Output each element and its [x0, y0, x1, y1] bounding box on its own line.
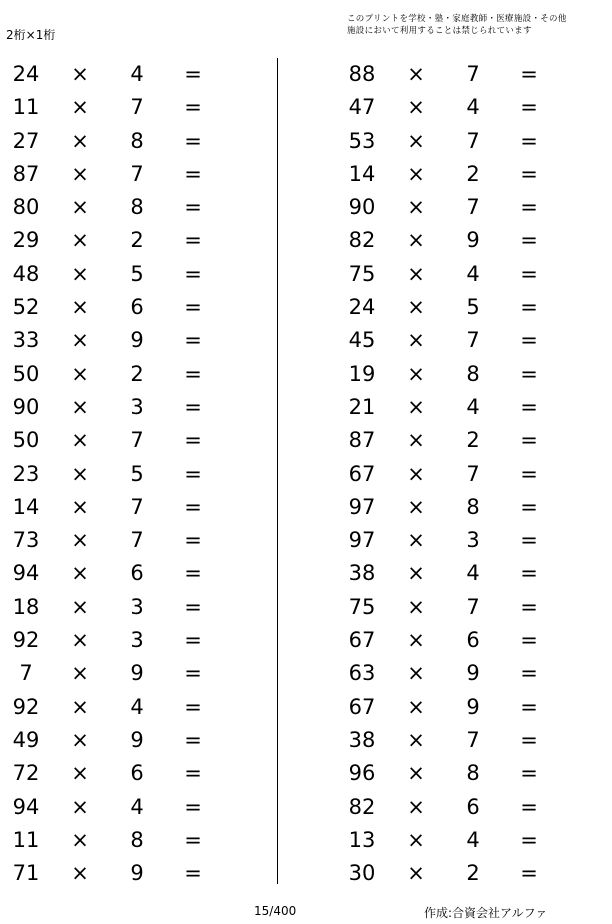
- equals-sign: =: [184, 761, 202, 786]
- times-sign: ×: [407, 62, 425, 86]
- equals-sign: =: [184, 195, 202, 220]
- multiplier: 6: [130, 561, 144, 586]
- equals-sign: =: [520, 661, 538, 686]
- multiplicand: 14: [12, 494, 40, 519]
- equals-sign: =: [520, 461, 538, 486]
- multiplicand: 97: [348, 528, 376, 553]
- equals-sign: =: [184, 361, 202, 386]
- multiplier: 6: [466, 628, 480, 653]
- multiplicand: 52: [12, 295, 40, 320]
- times-sign: ×: [71, 361, 89, 386]
- multiplier: 6: [130, 295, 144, 320]
- equals-sign: =: [520, 628, 538, 653]
- multiplier: 9: [466, 661, 480, 686]
- author-credit: 作成:合資会社アルファ: [424, 906, 548, 920]
- multiplicand: 92: [12, 694, 40, 719]
- equals-sign: =: [520, 827, 538, 852]
- equals-sign: =: [184, 428, 202, 453]
- multiplicand: 14: [348, 161, 376, 186]
- equals-sign: =: [520, 228, 538, 253]
- multiplicand: 96: [348, 761, 376, 786]
- multiplicand: 67: [348, 694, 376, 719]
- times-sign: ×: [407, 261, 425, 286]
- times-sign: ×: [71, 195, 89, 220]
- multiplicand: 38: [348, 561, 376, 586]
- multiplicand: 88: [348, 62, 376, 86]
- multiplicand: 82: [348, 228, 376, 253]
- times-sign: ×: [407, 195, 425, 220]
- multiplier: 2: [130, 361, 144, 386]
- equals-sign: =: [520, 561, 538, 586]
- multiplicand: 75: [348, 594, 376, 619]
- times-sign: ×: [407, 295, 425, 320]
- multiplicand: 53: [348, 128, 376, 153]
- multiplier: 3: [466, 528, 480, 553]
- multiplier: 9: [130, 328, 144, 353]
- multiplier: 7: [130, 494, 144, 519]
- equals-sign: =: [520, 727, 538, 752]
- multiplier: 7: [466, 461, 480, 486]
- page-number: 15/400: [254, 904, 297, 918]
- equals-sign: =: [184, 295, 202, 320]
- multiplicand: 87: [348, 428, 376, 453]
- times-sign: ×: [71, 761, 89, 786]
- multiplicand: 73: [12, 528, 40, 553]
- multiplier: 4: [466, 827, 480, 852]
- equals-sign: =: [184, 661, 202, 686]
- multiplicand: 90: [12, 394, 40, 419]
- times-sign: ×: [71, 661, 89, 686]
- equals-sign: =: [184, 727, 202, 752]
- multiplier: 4: [130, 794, 144, 819]
- equals-sign: =: [520, 195, 538, 220]
- equals-sign: =: [520, 328, 538, 353]
- multiplicand: 18: [12, 594, 40, 619]
- times-sign: ×: [71, 394, 89, 419]
- multiplier: 9: [130, 727, 144, 752]
- times-sign: ×: [407, 727, 425, 752]
- times-sign: ×: [71, 295, 89, 320]
- multiplicand: 75: [348, 261, 376, 286]
- times-sign: ×: [71, 128, 89, 153]
- multiplicand: 38: [348, 727, 376, 752]
- multiplier: 2: [466, 861, 480, 886]
- times-sign: ×: [71, 694, 89, 719]
- times-sign: ×: [71, 261, 89, 286]
- equals-sign: =: [184, 161, 202, 186]
- equals-sign: =: [520, 494, 538, 519]
- multiplicand: 71: [12, 861, 40, 886]
- multiplicand: 7: [19, 661, 33, 686]
- equals-sign: =: [184, 528, 202, 553]
- multiplicand: 90: [348, 195, 376, 220]
- multiplicand: 13: [348, 827, 376, 852]
- times-sign: ×: [71, 228, 89, 253]
- equals-sign: =: [520, 128, 538, 153]
- multiplicand: 27: [12, 128, 40, 153]
- equals-sign: =: [184, 128, 202, 153]
- multiplier: 9: [130, 661, 144, 686]
- equals-sign: =: [184, 561, 202, 586]
- multiplier: 4: [466, 261, 480, 286]
- multiplicand: 33: [12, 328, 40, 353]
- equals-sign: =: [184, 628, 202, 653]
- times-sign: ×: [71, 561, 89, 586]
- times-sign: ×: [71, 494, 89, 519]
- multiplicand: 45: [348, 328, 376, 353]
- column-divider: [277, 58, 278, 884]
- times-sign: ×: [407, 594, 425, 619]
- equals-sign: =: [520, 861, 538, 886]
- multiplicand: 63: [348, 661, 376, 686]
- equals-sign: =: [520, 694, 538, 719]
- multiplier: 7: [130, 161, 144, 186]
- usage-notice-line: 施設において利用することは禁じられています: [347, 26, 532, 36]
- multiplicand: 87: [12, 161, 40, 186]
- multiplier: 7: [466, 195, 480, 220]
- multiplier: 9: [130, 861, 144, 886]
- equals-sign: =: [184, 594, 202, 619]
- multiplicand: 11: [12, 95, 40, 120]
- times-sign: ×: [407, 794, 425, 819]
- multiplier: 7: [466, 128, 480, 153]
- multiplier: 2: [130, 228, 144, 253]
- multiplicand: 19: [348, 361, 376, 386]
- times-sign: ×: [71, 95, 89, 120]
- multiplicand: 72: [12, 761, 40, 786]
- equals-sign: =: [520, 261, 538, 286]
- multiplier: 9: [466, 694, 480, 719]
- equals-sign: =: [520, 594, 538, 619]
- usage-notice: [347, 13, 567, 37]
- multiplier: 4: [130, 694, 144, 719]
- multiplier: 7: [466, 62, 480, 86]
- multiplier: 8: [130, 827, 144, 852]
- multiplicand: 67: [348, 628, 376, 653]
- multiplier: 8: [130, 195, 144, 220]
- multiplicand: 94: [12, 561, 40, 586]
- equals-sign: =: [184, 694, 202, 719]
- worksheet-title: 2桁×1桁: [6, 28, 56, 42]
- usage-notice-line: このプリントを学校・塾・家庭教師・医療施設・その他: [347, 14, 567, 24]
- equals-sign: =: [184, 827, 202, 852]
- multiplicand: 48: [12, 261, 40, 286]
- multiplicand: 80: [12, 195, 40, 220]
- multiplier: 7: [466, 594, 480, 619]
- times-sign: ×: [407, 861, 425, 886]
- multiplier: 2: [466, 161, 480, 186]
- equals-sign: =: [184, 62, 202, 86]
- multiplicand: 24: [348, 295, 376, 320]
- multiplier: 7: [130, 428, 144, 453]
- equals-sign: =: [520, 528, 538, 553]
- equals-sign: =: [520, 295, 538, 320]
- equals-sign: =: [520, 95, 538, 120]
- times-sign: ×: [71, 594, 89, 619]
- multiplicand: 94: [12, 794, 40, 819]
- multiplier: 6: [130, 761, 144, 786]
- multiplicand: 50: [12, 428, 40, 453]
- multiplier: 2: [466, 428, 480, 453]
- multiplier: 4: [466, 95, 480, 120]
- times-sign: ×: [407, 694, 425, 719]
- multiplier: 9: [466, 228, 480, 253]
- times-sign: ×: [407, 361, 425, 386]
- times-sign: ×: [71, 628, 89, 653]
- times-sign: ×: [407, 561, 425, 586]
- times-sign: ×: [71, 161, 89, 186]
- multiplier: 4: [466, 394, 480, 419]
- times-sign: ×: [407, 528, 425, 553]
- multiplier: 4: [130, 62, 144, 86]
- multiplier: 3: [130, 594, 144, 619]
- equals-sign: =: [184, 394, 202, 419]
- multiplier: 5: [466, 295, 480, 320]
- times-sign: ×: [71, 328, 89, 353]
- times-sign: ×: [407, 827, 425, 852]
- times-sign: ×: [407, 161, 425, 186]
- times-sign: ×: [407, 394, 425, 419]
- multiplier: 7: [466, 328, 480, 353]
- multiplicand: 92: [12, 628, 40, 653]
- multiplicand: 47: [348, 95, 376, 120]
- equals-sign: =: [520, 62, 538, 86]
- equals-sign: =: [184, 95, 202, 120]
- times-sign: ×: [71, 461, 89, 486]
- multiplicand: 11: [12, 827, 40, 852]
- times-sign: ×: [407, 95, 425, 120]
- equals-sign: =: [520, 361, 538, 386]
- times-sign: ×: [407, 761, 425, 786]
- multiplier: 6: [466, 794, 480, 819]
- multiplier: 3: [130, 394, 144, 419]
- times-sign: ×: [71, 861, 89, 886]
- multiplicand: 24: [12, 62, 40, 86]
- times-sign: ×: [407, 128, 425, 153]
- equals-sign: =: [520, 794, 538, 819]
- multiplier: 8: [130, 128, 144, 153]
- times-sign: ×: [71, 794, 89, 819]
- equals-sign: =: [520, 161, 538, 186]
- multiplicand: 49: [12, 727, 40, 752]
- multiplier: 7: [466, 727, 480, 752]
- multiplier: 5: [130, 461, 144, 486]
- times-sign: ×: [407, 461, 425, 486]
- equals-sign: =: [520, 428, 538, 453]
- equals-sign: =: [184, 794, 202, 819]
- multiplicand: 29: [12, 228, 40, 253]
- multiplicand: 30: [348, 861, 376, 886]
- times-sign: ×: [407, 428, 425, 453]
- equals-sign: =: [184, 228, 202, 253]
- multiplicand: 67: [348, 461, 376, 486]
- times-sign: ×: [71, 528, 89, 553]
- multiplicand: 50: [12, 361, 40, 386]
- equals-sign: =: [184, 261, 202, 286]
- times-sign: ×: [71, 428, 89, 453]
- multiplier: 3: [130, 628, 144, 653]
- multiplier: 8: [466, 361, 480, 386]
- equals-sign: =: [184, 494, 202, 519]
- multiplier: 7: [130, 95, 144, 120]
- multiplicand: 82: [348, 794, 376, 819]
- multiplier: 7: [130, 528, 144, 553]
- equals-sign: =: [184, 861, 202, 886]
- equals-sign: =: [520, 761, 538, 786]
- multiplicand: 97: [348, 494, 376, 519]
- multiplier: 8: [466, 761, 480, 786]
- times-sign: ×: [71, 727, 89, 752]
- multiplier: 4: [466, 561, 480, 586]
- equals-sign: =: [184, 328, 202, 353]
- multiplicand: 23: [12, 461, 40, 486]
- equals-sign: =: [520, 394, 538, 419]
- multiplicand: 21: [348, 394, 376, 419]
- times-sign: ×: [71, 62, 89, 86]
- multiplier: 8: [466, 494, 480, 519]
- multiplier: 5: [130, 261, 144, 286]
- times-sign: ×: [407, 494, 425, 519]
- times-sign: ×: [407, 661, 425, 686]
- times-sign: ×: [407, 228, 425, 253]
- times-sign: ×: [407, 628, 425, 653]
- times-sign: ×: [71, 827, 89, 852]
- equals-sign: =: [184, 461, 202, 486]
- times-sign: ×: [407, 328, 425, 353]
